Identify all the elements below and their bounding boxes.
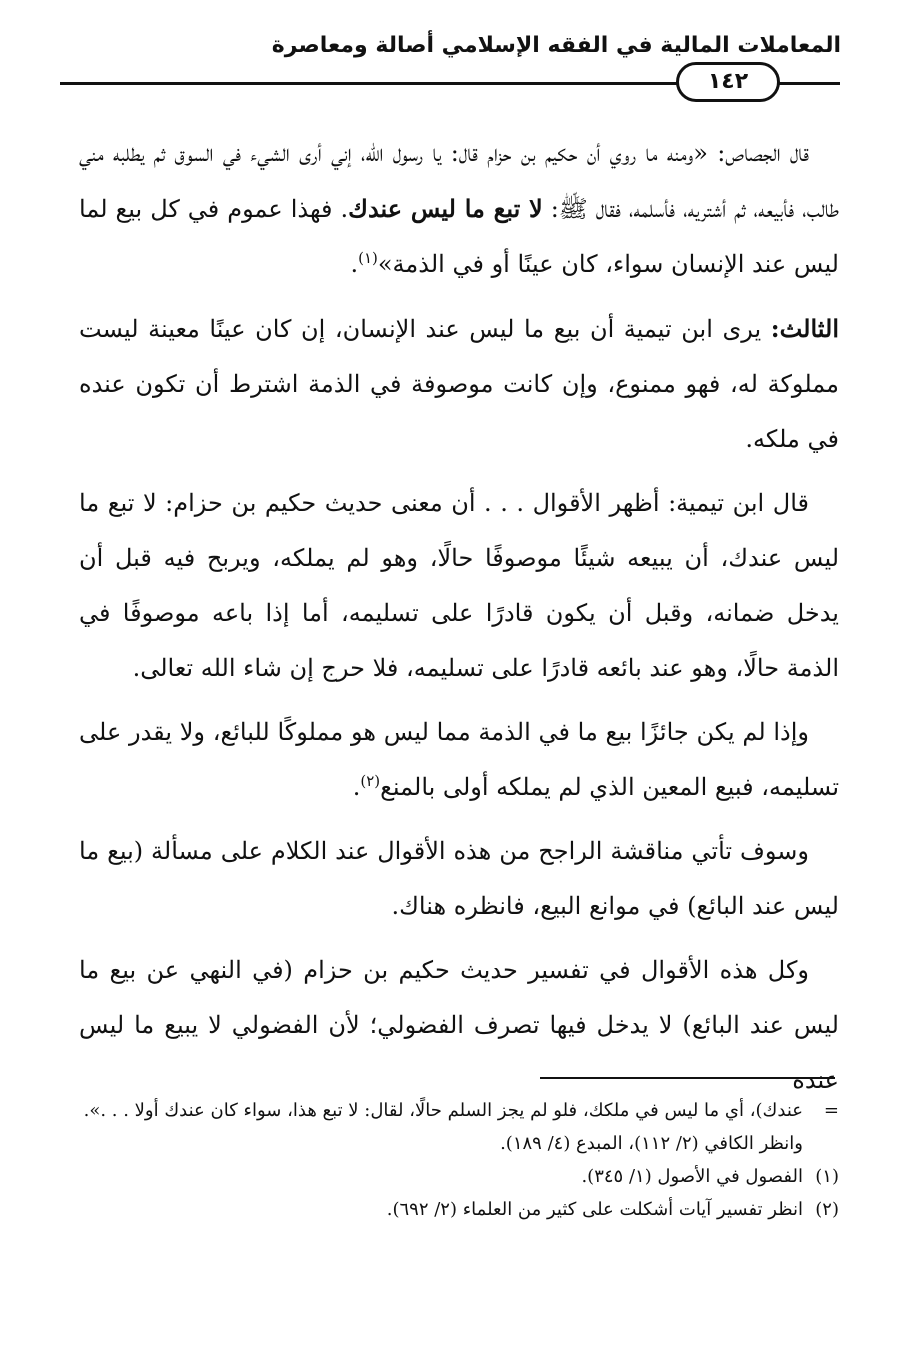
footnotes <box>79 1096 839 1228</box>
footnote-rule <box>540 1077 835 1079</box>
footnote-2 <box>79 1195 839 1224</box>
paragraph-tail: . فهذا عموم في كل بيع لما ليس عند الإنسان سواء، كان عينًا أو في الذمة» <box>79 195 839 278</box>
hadith-quote: لا تبع ما ليس عندك <box>348 194 543 223</box>
footnote-ref-1[interactable]: (١) <box>358 249 378 267</box>
paragraph-end: . <box>350 250 359 278</box>
footnote-see-also: وانظر الكافي (٢/ ١١٢)، المبدع (٤/ ١٨٩). <box>500 1133 803 1154</box>
footnote-mark: (١) <box>815 1166 839 1187</box>
paragraph-text: وإذا لم يكن جائزًا بيع ما في الذمة مما ليس هو مملوكًا للبائع، ولا يقدر على تسليمه، فبيع المعين الذي لم يملكه أولى بالمنع <box>79 718 839 801</box>
paragraph-text: يرى ابن تيمية أن بيع ما ليس عند الإنسان، إن كان عينًا معينة ليست مملوكة له، فهو ممنوع، وإن كانت موصوفة في الذمة اشترط أن تكون عنده في ملكه. <box>79 315 839 453</box>
paragraph-text: وسوف تأتي مناقشة الراجح من هذه الأقوال عند الكلام على مسألة (بيع ما ليس عند البائع) في موانع البيع، فانظره هناك. <box>79 837 839 920</box>
footnote-text: عندك)، أي ما ليس في ملكك، فلو لم يجز السلم حالًا، لقال: لا تبع هذا، سواء كان عندك أولا . . .». <box>83 1100 803 1121</box>
paragraph-text: وكل هذه الأقوال في تفسير حديث حكيم بن حزام (في النهي عن بيع ما ليس عند البائع) لا يدخل فيها تصرف الفضولي؛ لأن الفضولي لا يبيع ما ليس عنده <box>79 956 839 1094</box>
running-title: المعاملات المالية في الفقه الإسلامي أصالة ومعاصرة <box>271 33 841 58</box>
paragraph-discussion <box>79 824 839 934</box>
main-text <box>79 126 839 1117</box>
footnote-mark: (٢) <box>815 1199 839 1220</box>
footnote-text: انظر تفسير آيات أشكلت على كثير من العلماء (٢/ ٦٩٢). <box>386 1199 803 1220</box>
footnote-text: الفصول في الأصول (١/ ٣٤٥). <box>581 1166 803 1187</box>
continuation-mark: = <box>823 1100 839 1121</box>
paragraph-fudooli <box>79 943 839 1108</box>
page-number-badge: ١٤٢ <box>676 62 780 102</box>
footnote-1 <box>79 1162 839 1191</box>
footnote-continuation <box>79 1096 839 1125</box>
paragraph-third-opinion <box>79 301 839 467</box>
paragraph-jassas-quote <box>79 126 839 292</box>
section-lead: الثالث: <box>770 314 839 343</box>
paragraph-ibn-taymiyya <box>79 476 839 696</box>
footnote-ref-2[interactable]: (٢) <box>360 772 381 790</box>
paragraph-text: قال ابن تيمية: أظهر الأقوال . . . أن معنى حديث حكيم بن حزام: لا تبع ما ليس عندك، أن يبيعه شيئًا موصوفًا حالًا، وهو لم يملكه، ويربح فيه قبل أن يدخل ضمانه، وقبل أن يكون قادرًا على تسليمه، أما إذا باعه موصوفًا في الذمة حالًا، وهو عند بائعه قادرًا على تسليمه، فلا حرج إن شاء الله تعالى. <box>79 489 840 682</box>
paragraph-end: . <box>352 773 361 801</box>
paragraph-prohibition <box>79 705 839 815</box>
paragraph-text: قال الجصاص: «ومنه ما روي أن حكيم بن حزام قال: يا رسول الله، إني أرى الشيء في السوق ثم يطلبه مني طالب، فأبيعه، ثم أشتريه، فأسلمه، فقال ﷺ: <box>79 139 839 223</box>
